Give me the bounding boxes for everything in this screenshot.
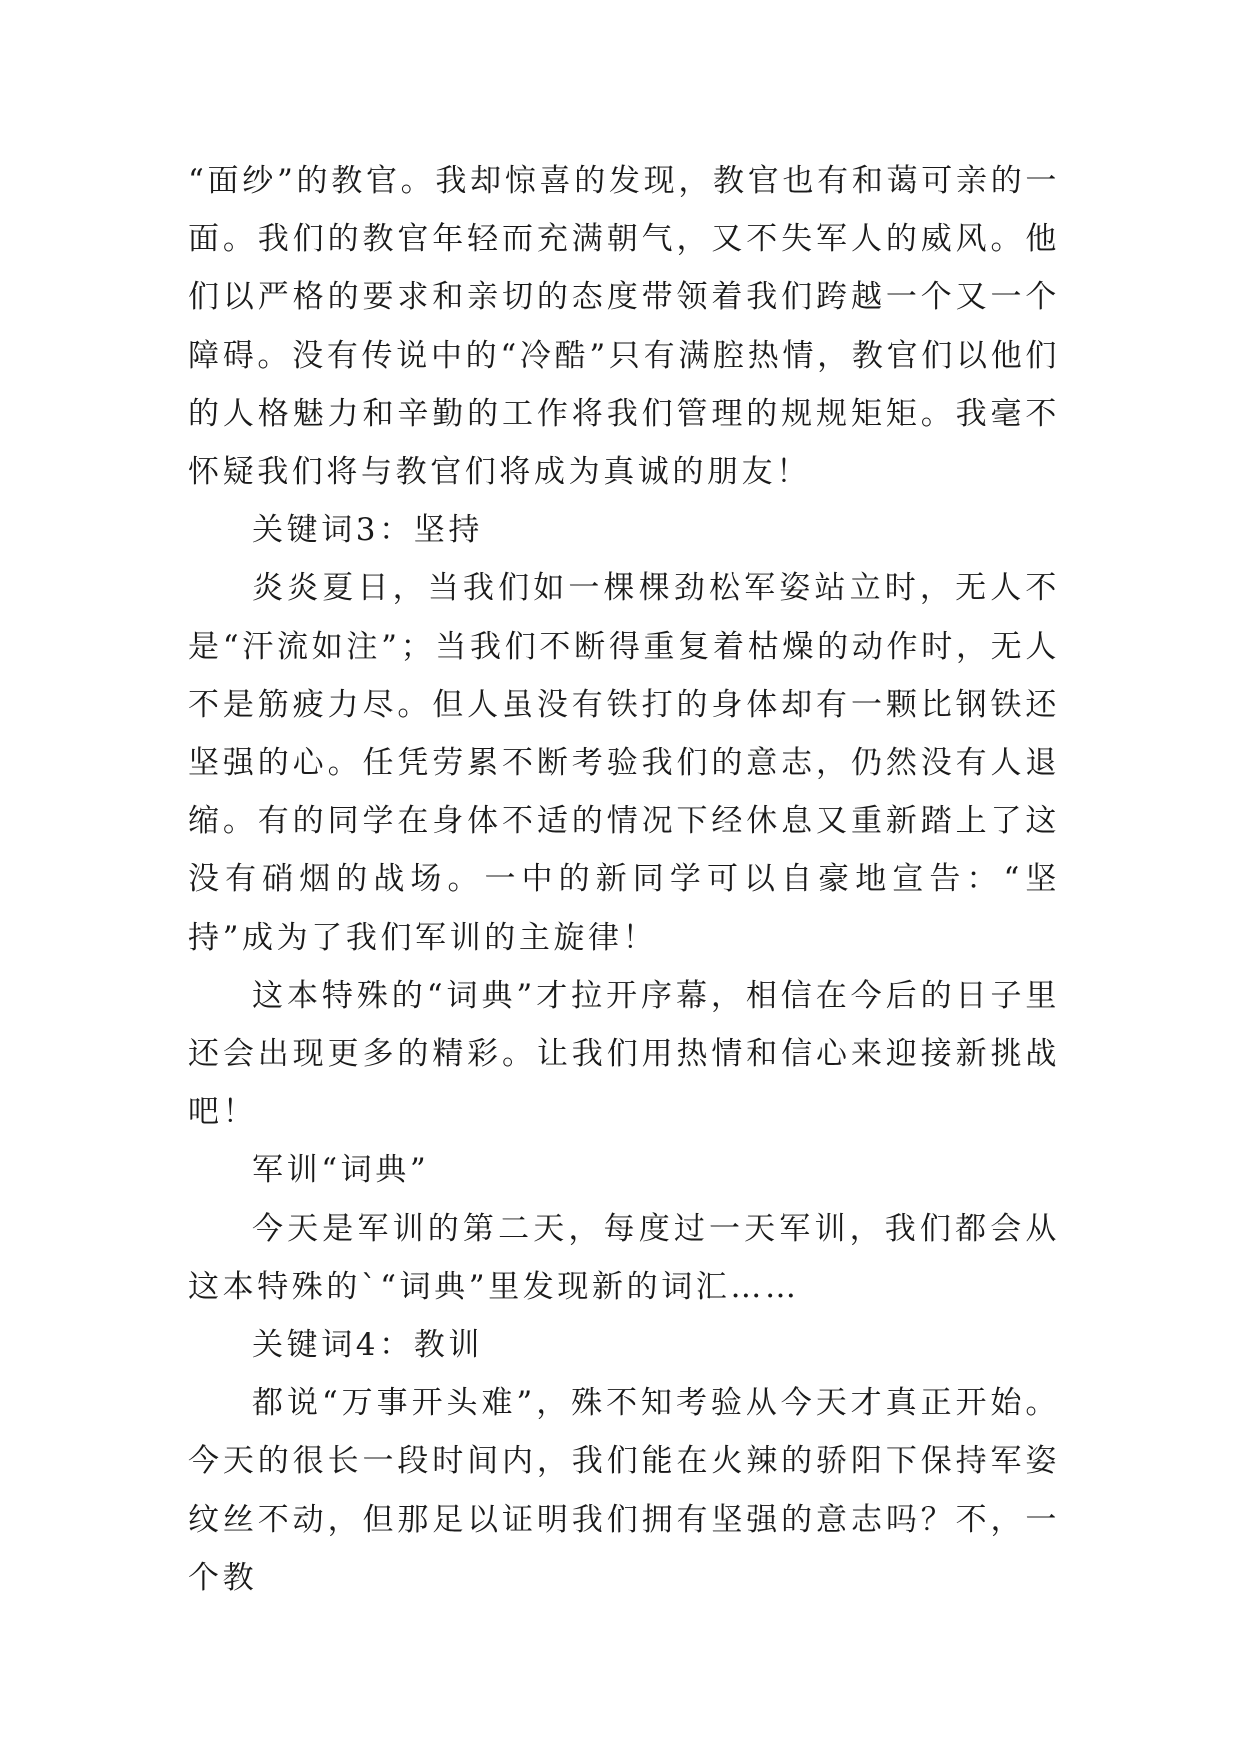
paragraph-instructors: “面纱”的教官。我却惊喜的发现，教官也有和蔼可亲的一面。我们的教官年轻而充满朝气，又不失军人的威风。他们以严格的要求和亲切的态度带领着我们跨越一个又一个障碍。没有传说中的“冷酷”只有满腔热情，教官们以他们的人格魅力和辛勤的工作将我们管理的规规矩矩。我毫不怀疑我们将与教官们将成为真诚的朋友！: [188, 163, 1060, 491]
paragraph-persistence: 炎炎夏日，当我们如一棵棵劲松军姿站立时，无人不是“汗流如注”；当我们不断得重复着枯燥的动作时，无人不是筋疲力尽。但人虽没有铁打的身体却有一颗比钢铁还坚强的心。任凭劳累不断考验我们的意志，仍然没有人退缩。有的同学在身体不适的情况下经休息又重新踏上了这没有硝烟的战场。一中的新同学可以自豪地宣告：“坚持”成为了我们军训的主旋律！: [188, 570, 1060, 956]
paragraph-lesson: 都说“万事开头难”，殊不知考验从今天才真正开始。今天的很长一段时间内，我们能在火辣的骄阳下保持军姿纹丝不动，但那足以证明我们拥有坚强的意志吗？不，一个教: [188, 1385, 1060, 1596]
paragraph-second-day: 今天是军训的第二天，每度过一天军训，我们都会从这本特殊的`“词典”里发现新的词汇……: [188, 1210, 1060, 1305]
heading-keyword-3: 关键词3：坚持: [252, 512, 483, 549]
heading-military-dictionary: 军训“词典”: [252, 1152, 430, 1189]
heading-keyword-4: 关键词4：教训: [252, 1327, 483, 1364]
document-body: [188, 152, 1060, 1607]
paragraph-prologue: 这本特殊的“词典”才拉开序幕，相信在今后的日子里还会出现更多的精彩。让我们用热情和信心来迎接新挑战吧！: [188, 977, 1060, 1131]
